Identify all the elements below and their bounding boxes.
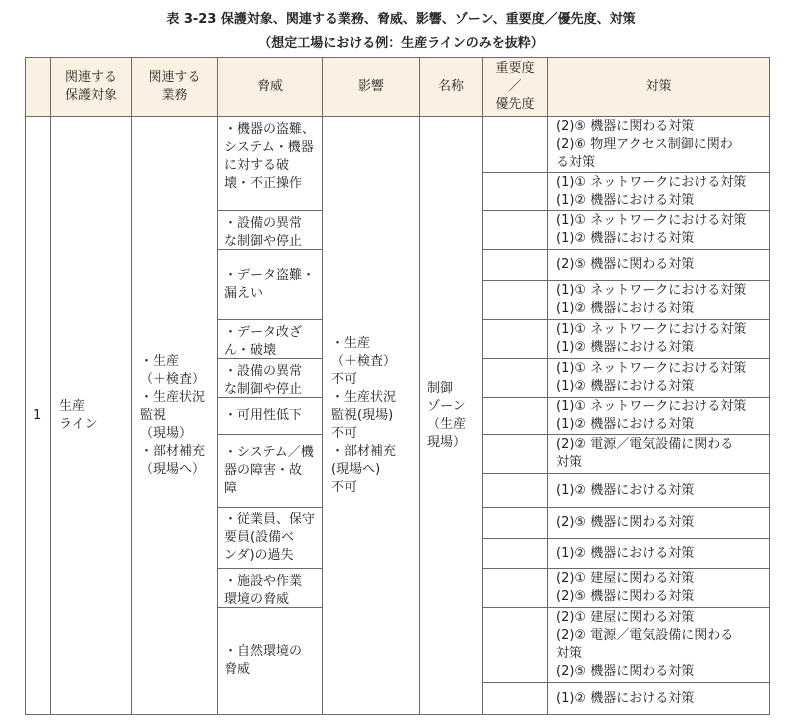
table-caption-subtitle: （想定工場における例：生産ラインのみを抜粋）: [258, 36, 544, 51]
header-related-business: 関連する 業務: [131, 57, 218, 117]
priority-cell: [482, 358, 548, 398]
measure-cell: (1)① ネットワークにおける対策 (1)② 機器における対策: [547, 172, 770, 211]
header-no: [25, 57, 51, 117]
threat-cell: ・施設や作業 環境の脅威: [217, 568, 323, 608]
header-impact: 影響: [322, 57, 420, 117]
measure-cell: (1)② 機器における対策: [547, 538, 770, 569]
measure-cell: (1)② 機器における対策: [547, 682, 770, 715]
priority-cell: [482, 249, 548, 281]
threat-cell: ・データ改ざ ん・破壊: [217, 319, 323, 359]
measure-cell: (2)⑤ 機器に関わる対策: [547, 249, 770, 281]
header-priority: 重要度 ／ 優先度: [482, 57, 548, 117]
threat-cell: ・機器の盗難、 システム・機器 に対する破 壊・不正操作: [217, 116, 323, 211]
related-business-cell: ・生産 （＋検査） ・生産状況 監視 （現場） ・部材補充 （現場へ）: [131, 116, 218, 715]
threat-cell: ・自然環境の 脅威: [217, 607, 323, 715]
threat-cell: ・設備の異常 な制御や停止: [217, 210, 323, 250]
threat-cell: ・データ盗難・ 漏えい: [217, 249, 323, 320]
measure-cell: (1)① ネットワークにおける対策 (1)② 機器における対策: [547, 319, 770, 359]
measure-cell: (2)① 建屋に関わる対策 (2)② 電源／電気設備に関わる 対策 (2)⑤ 機器に関わる対策: [547, 607, 770, 683]
zone-name-cell: 制御 ゾーン （生産 現場）: [419, 116, 483, 715]
header-measures: 対策: [547, 57, 770, 117]
priority-cell: [482, 116, 548, 173]
priority-cell: [482, 507, 548, 539]
header-protected-target: 関連する 保護対象: [50, 57, 132, 117]
priority-cell: [482, 434, 548, 474]
measure-cell: (2)② 電源／電気設備に関わる 対策: [547, 434, 770, 474]
header-zone-name: 名称: [419, 57, 483, 117]
priority-cell: [482, 538, 548, 569]
measure-cell: (1)② 機器における対策: [547, 473, 770, 508]
measure-cell: (1)① ネットワークにおける対策 (1)② 機器における対策: [547, 358, 770, 398]
priority-cell: [482, 172, 548, 211]
row-number: 1: [25, 116, 51, 715]
threat-cell: ・可用性低下: [217, 397, 323, 435]
priority-cell: [482, 607, 548, 683]
priority-cell: [482, 473, 548, 508]
threat-cell: ・従業員、保守 要員(設備ベ ンダ)の過失: [217, 507, 323, 569]
priority-cell: [482, 397, 548, 435]
measure-cell: (1)① ネットワークにおける対策 (1)② 機器における対策: [547, 210, 770, 250]
table-caption-title: 表 3-23 保護対象、関連する業務、脅威、影響、ゾーン、重要度／優先度、対策: [166, 12, 636, 27]
measure-cell: (2)⑤ 機器に関わる対策 (2)⑥ 物理アクセス制御に関わ る対策: [547, 116, 770, 173]
priority-cell: [482, 682, 548, 715]
measure-cell: (2)① 建屋に関わる対策 (2)⑤ 機器に関わる対策: [547, 568, 770, 608]
threat-cell: ・設備の異常 な制御や停止: [217, 358, 323, 398]
impact-cell: ・生産 （＋検査） 不可 ・生産状況 監視(現場) 不可 ・部材補充 (現場へ) 不可: [322, 116, 420, 715]
measure-cell: (1)① ネットワークにおける対策 (1)② 機器における対策: [547, 397, 770, 435]
protected-target-cell: 生産 ライン: [50, 116, 132, 715]
threat-cell: ・システム／機 器の障害・故 障: [217, 434, 323, 508]
priority-cell: [482, 210, 548, 250]
priority-cell: [482, 280, 548, 320]
measure-cell: (2)⑤ 機器に関わる対策: [547, 507, 770, 539]
measure-cell: (1)① ネットワークにおける対策 (1)② 機器における対策: [547, 280, 770, 320]
priority-cell: [482, 319, 548, 359]
priority-cell: [482, 568, 548, 608]
header-threat: 脅威: [217, 57, 323, 117]
